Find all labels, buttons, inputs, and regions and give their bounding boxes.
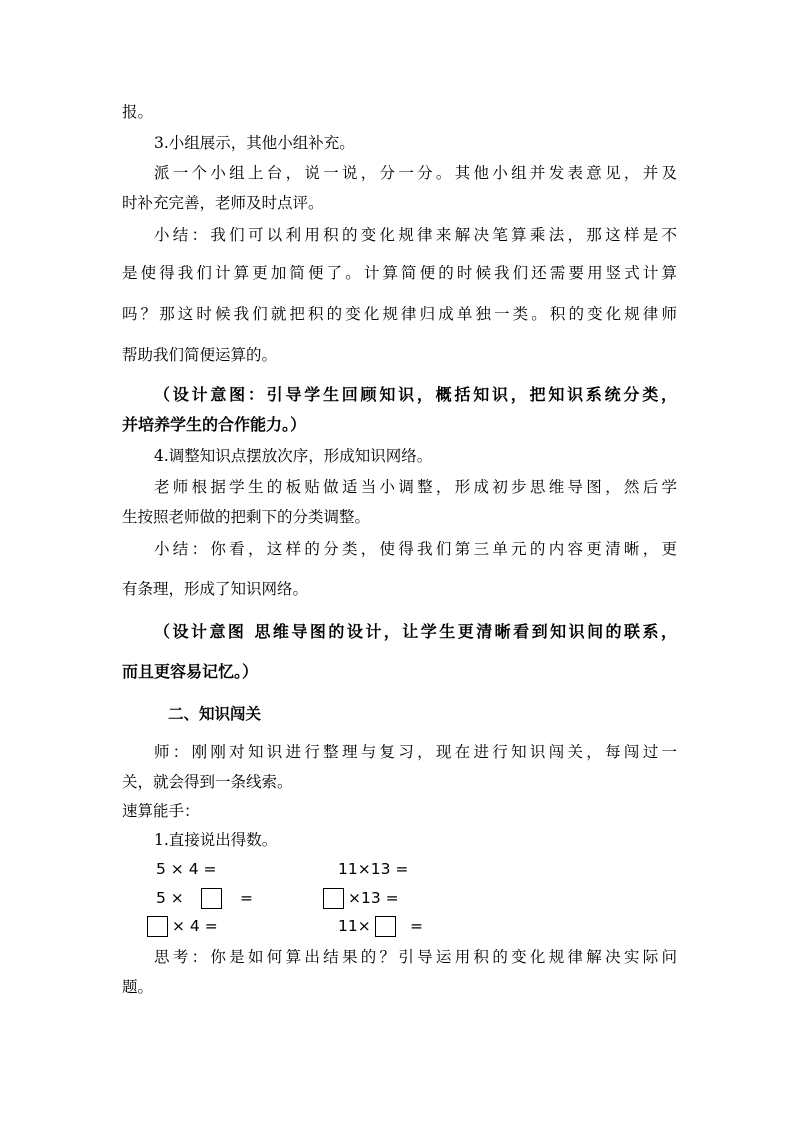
answer-blank-box: [147, 916, 168, 937]
answer-blank-box: [323, 888, 344, 909]
text-line: 老师根据学生的板贴做适当小调整，形成初步思维导图，然后学: [154, 478, 677, 496]
section-heading: 二、知识闯关: [168, 704, 262, 723]
text-line: 师：刚刚对知识进行整理与复习，现在进行知识闯关，每闯过一: [154, 743, 677, 761]
design-intent-line: （设计意图：引导学生回顾知识，概括知识，把知识系统分类，: [154, 385, 677, 404]
text-line: 是使得我们计算更加简便了。计算简便的时候我们还需要用竖式计算: [122, 264, 677, 282]
design-intent-line: 而且更容易记忆。）: [122, 662, 259, 681]
equation-2a-equals: =: [240, 889, 253, 907]
text-line: 小结：我们可以利用积的变化规律来解决笔算乘法，那这样是不: [154, 226, 677, 244]
equation-1b: 11×13 =: [338, 860, 409, 878]
equation-3b-equals: =: [410, 917, 423, 935]
text-line: 题。: [122, 978, 154, 996]
text-line: 有条理，形成了知识网络。: [122, 580, 309, 598]
text-line: 生按照老师做的把剩下的分类调整。: [122, 508, 371, 526]
text-line: 派一个小组上台，说一说，分一分。其他小组并发表意见，并及: [154, 164, 677, 182]
text-line: 关，就会得到一条线索。: [122, 773, 293, 791]
text-line: 报。: [122, 103, 154, 121]
text-line: 思考：你是如何算出结果的？引导运用积的变化规律解决实际问: [154, 948, 677, 966]
text-line: 吗？那这时候我们就把积的变化规律归成单独一类。积的变化规律师: [122, 305, 677, 323]
answer-blank-box: [375, 916, 396, 937]
text-line: 1.直接说出得数。: [154, 831, 278, 849]
equation-2a: 5 ×: [156, 889, 184, 907]
text-line: 4.调整知识点摆放次序，形成知识网络。: [154, 447, 433, 465]
equation-2b: ×13 =: [348, 889, 399, 907]
text-line: 速算能手：: [122, 802, 200, 820]
text-line: 时补充完善，老师及时点评。: [122, 194, 324, 212]
equation-3b: 11×: [338, 917, 371, 935]
design-intent-line: （设计意图 思维导图的设计，让学生更清晰看到知识间的联系，: [154, 622, 677, 641]
equation-3a: × 4 =: [172, 917, 218, 935]
answer-blank-box: [201, 888, 222, 909]
text-line: 3.小组展示，其他小组补充。: [154, 134, 355, 152]
text-line: 小结：你看，这样的分类，使得我们第三单元的内容更清晰，更: [154, 540, 677, 558]
design-intent-line: 并培养学生的合作能力。）: [122, 415, 307, 434]
text-line: 帮助我们简便运算的。: [122, 346, 278, 364]
equation-1a: 5 × 4 =: [156, 860, 217, 878]
